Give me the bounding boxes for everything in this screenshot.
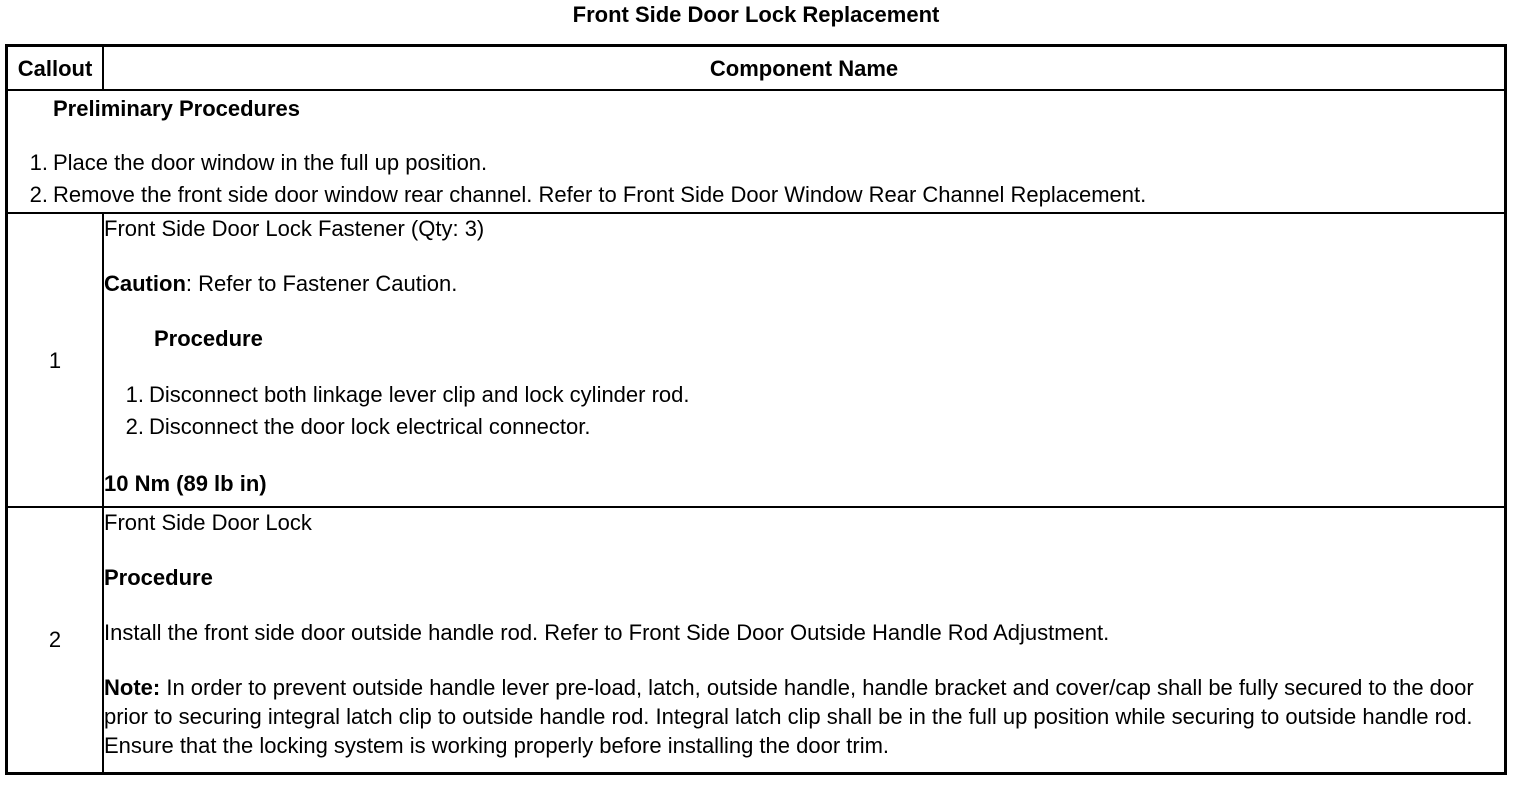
table-header-row (7, 46, 1506, 91)
table-row (7, 507, 1506, 773)
list-item (8, 179, 1504, 211)
step-text: Place the door window in the full up position. (53, 150, 488, 175)
step-number: 2. (29, 182, 48, 207)
caution-line (104, 269, 1504, 298)
component-cell (103, 213, 1506, 507)
caution-label: Caution (104, 271, 186, 296)
preliminary-row (7, 90, 1506, 213)
procedure-steps (104, 379, 1504, 443)
component-name: Front Side Door Lock Fastener (Qty: 3) (104, 216, 485, 241)
list-item (104, 379, 1504, 411)
callout-cell: 1 (7, 213, 104, 507)
step-number: 1. (125, 382, 144, 407)
step-number: 1. (29, 150, 48, 175)
component-name-column-header: Component Name (103, 46, 1506, 91)
callout-column-header: Callout (7, 46, 104, 91)
list-item (8, 147, 1504, 179)
procedure-heading: Procedure (154, 326, 263, 351)
component-name: Front Side Door Lock (104, 510, 312, 535)
note-text: In order to prevent outside handle lever pre-load, latch, outside handle, handle bracket and cover/cap shall be fully secured to the door prior to securing integral latch clip to outside handle rod. Integral latch clip shall be in the full up position while securing to outside handle rod. Ensure that the locking system is working properly before installing the door trim. (104, 675, 1474, 758)
procedure-heading: Procedure (104, 565, 213, 590)
preliminary-heading: Preliminary Procedures (53, 96, 301, 121)
page-title: Front Side Door Lock Replacement (572, 2, 940, 27)
step-number: 2. (125, 414, 144, 439)
procedure-table (5, 44, 1507, 775)
instruction-text: Install the front side door outside handle rod. Refer to Front Side Door Outside Handle Rod Adjustment. (104, 620, 1110, 645)
torque-spec: 10 Nm (89 lb in) (104, 471, 267, 496)
list-item (104, 411, 1504, 443)
table-row (7, 213, 1506, 507)
callout-cell: 2 (7, 507, 104, 773)
step-text: Remove the front side door window rear channel. Refer to Front Side Door Window Rear Channel Replacement. (53, 182, 1147, 207)
preliminary-procedures-cell (7, 90, 1506, 213)
step-text: Disconnect both linkage lever clip and lock cylinder rod. (149, 382, 690, 407)
component-cell (103, 507, 1506, 773)
preliminary-steps (8, 147, 1504, 211)
note-label: Note: (104, 675, 161, 700)
caution-text: : Refer to Fastener Caution. (185, 271, 458, 296)
step-text: Disconnect the door lock electrical connector. (149, 414, 591, 439)
note-paragraph (104, 673, 1504, 760)
